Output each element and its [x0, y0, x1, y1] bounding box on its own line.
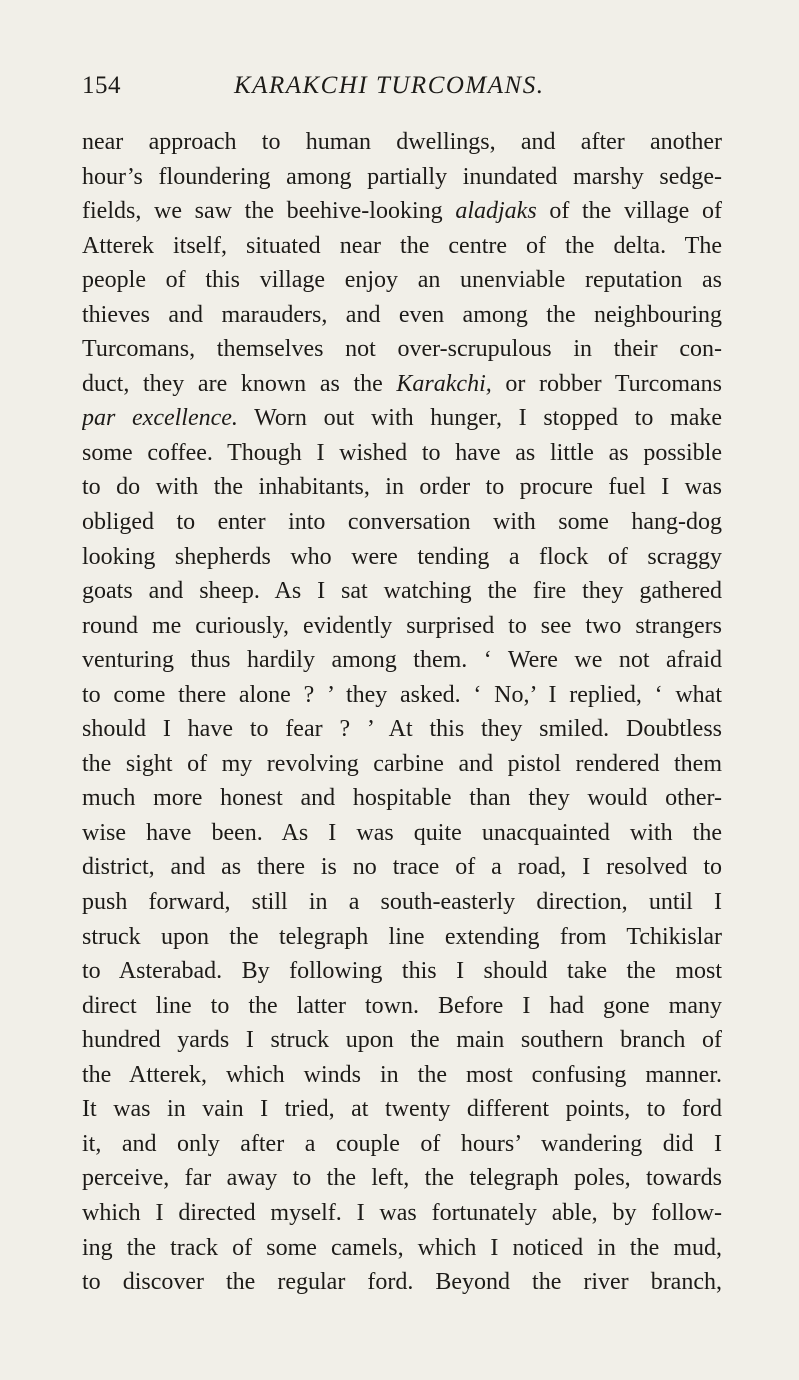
text-segment: obliged to enter into conversation with some hang-dog	[82, 509, 722, 536]
running-title: KARAKCHI TURCOMANS.	[234, 72, 545, 99]
text-segment: people of this village enjoy an unenviable reputation as	[82, 267, 722, 294]
text-line	[82, 470, 722, 505]
text-segment: the sight of my revolving carbine and pistol rendered them	[82, 750, 722, 777]
text-segment: of the village of	[536, 198, 722, 225]
text-line	[82, 850, 722, 885]
text-line	[82, 816, 722, 851]
text-segment: round me curiously, evidently surprised to see two strangers	[82, 612, 722, 639]
text-segment: it, and only after a couple of hours’ wandering did I	[82, 1130, 722, 1157]
text-line	[82, 678, 722, 713]
text-line	[82, 332, 722, 367]
text-line	[82, 436, 722, 471]
page-number: 154	[82, 72, 121, 99]
text-line	[82, 781, 722, 816]
text-line	[82, 298, 722, 333]
text-line	[82, 160, 722, 195]
text-line	[82, 643, 722, 678]
text-segment: struck upon the telegraph line extending from Tchikislar	[82, 923, 722, 950]
text-line	[82, 263, 722, 298]
text-line	[82, 125, 722, 160]
text-line	[82, 712, 722, 747]
text-segment: direct line to the latter town. Before I had gone many	[82, 992, 722, 1019]
text-line	[82, 920, 722, 955]
text-segment: goats and sheep. As I sat watching the fire they gathered	[82, 578, 722, 605]
text-segment: Worn out with hunger, I stopped to make	[237, 405, 722, 432]
text-line	[82, 885, 722, 920]
text-line	[82, 609, 722, 644]
text-segment: much more honest and hospitable than they would other-	[82, 785, 722, 812]
text-line	[82, 989, 722, 1024]
text-segment: to Asterabad. By following this I should take the most	[82, 958, 722, 985]
text-segment: Atterek itself, situated near the centre of the delta. The	[82, 232, 722, 259]
text-segment: which I directed myself. I was fortunately able, by follow-	[82, 1199, 722, 1226]
text-line	[82, 1058, 722, 1093]
page-header	[82, 72, 722, 112]
text-line	[82, 574, 722, 609]
text-line	[82, 1265, 722, 1300]
text-segment: hour’s floundering among partially inundated marshy sedge-	[82, 163, 722, 190]
text-line	[82, 1023, 722, 1058]
text-segment: thieves and marauders, and even among the neighbouring	[82, 301, 722, 328]
text-line	[82, 1196, 722, 1231]
text-segment: district, and as there is no trace of a road, I resolved to	[82, 854, 722, 881]
text-segment: the Atterek, which winds in the most confusing manner.	[82, 1061, 722, 1088]
text-line	[82, 540, 722, 575]
text-segment: perceive, far away to the left, the telegraph poles, towards	[82, 1165, 722, 1192]
text-line	[82, 1092, 722, 1127]
italic-text: par excellence.	[82, 405, 238, 432]
text-segment: fields, we saw the beehive-looking	[82, 198, 456, 225]
text-segment: wise have been. As I was quite unacquainted with the	[82, 819, 722, 846]
text-segment: near approach to human dwellings, and after another	[82, 129, 722, 155]
text-segment: It was in vain I tried, at twenty different points, to ford	[82, 1096, 722, 1123]
text-line	[82, 194, 722, 229]
text-line	[82, 1231, 722, 1266]
text-line	[82, 1127, 722, 1162]
text-line	[82, 954, 722, 989]
body-text	[82, 125, 722, 1300]
text-segment: some coffee. Though I wished to have as little as possible	[82, 439, 722, 466]
text-segment: to discover the regular ford. Beyond the river branch,	[82, 1269, 722, 1296]
text-segment: Turcomans, themselves not over-scrupulous in their con-	[82, 336, 722, 363]
text-line	[82, 229, 722, 264]
text-segment: looking shepherds who were tending a flock of scraggy	[82, 543, 722, 570]
text-line	[82, 367, 722, 402]
text-segment: push forward, still in a south-easterly direction, until I	[82, 889, 722, 916]
text-segment: hundred yards I struck upon the main southern branch of	[82, 1027, 722, 1054]
text-segment: or robber Turcomans	[491, 370, 722, 397]
text-line	[82, 1161, 722, 1196]
text-line	[82, 505, 722, 540]
text-segment: to come there alone ? ’ they asked. ‘ No,’ I replied, ‘ what	[82, 681, 722, 708]
text-segment: venturing thus hardily among them. ‘ Were we not afraid	[82, 647, 722, 674]
text-segment: ing the track of some camels, which I noticed in the mud,	[82, 1234, 722, 1261]
text-segment: should I have to fear ? ’ At this they smiled. Doubtless	[82, 716, 722, 743]
text-segment: duct, they are known as the	[82, 370, 397, 397]
text-line	[82, 401, 722, 436]
text-segment: to do with the inhabitants, in order to procure fuel I was	[82, 474, 722, 501]
italic-text: Karakchi,	[396, 370, 492, 397]
italic-text: aladjaks	[455, 198, 537, 225]
text-line	[82, 747, 722, 782]
